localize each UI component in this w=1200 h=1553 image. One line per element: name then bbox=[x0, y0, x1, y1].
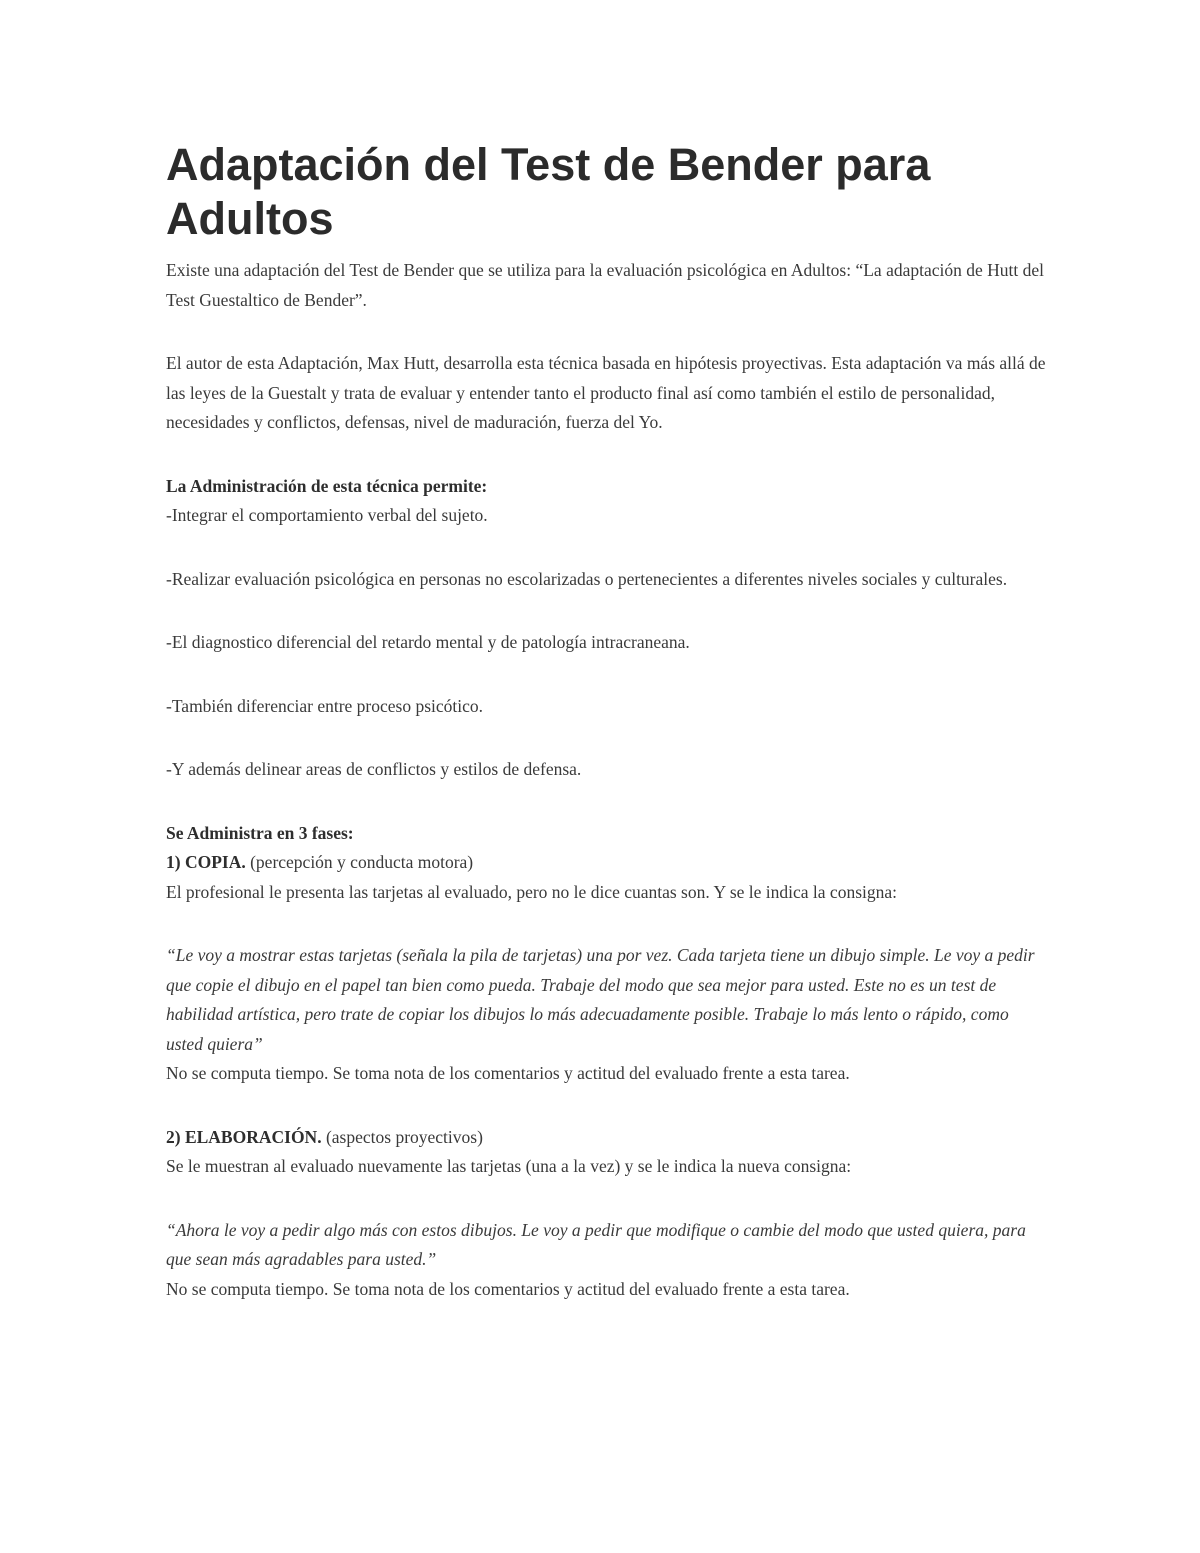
phase1-label: 1) COPIA. bbox=[166, 852, 246, 872]
list-item: -Y además delinear areas de conflictos y estilos de defensa. bbox=[166, 759, 582, 779]
phases-heading: Se Administra en 3 fases: bbox=[166, 822, 354, 843]
phase2-label: 2) ELABORACIÓN. bbox=[166, 1126, 322, 1147]
phase2-note: No se computa tiempo. Se toma nota de los comentarios y actitud del evaluado frente a esta tarea. bbox=[166, 1278, 850, 1299]
phase2-instruction: “Ahora le voy a pedir algo más con estos dibujos. Le voy a pedir que modifique o cambie del modo que usted quiera, para que sean más agradables para usted.” bbox=[166, 1219, 1026, 1269]
list-item: -Realizar evaluación psicológica en personas no escolarizadas o pertenecientes a diferentes niveles sociales y culturales. bbox=[166, 568, 1008, 589]
phase1-note: No se computa tiempo. Se toma nota de los comentarios y actitud del evaluado frente a esta tarea. bbox=[166, 1063, 850, 1083]
phase1-description: El profesional le presenta las tarjetas al evaluado, pero no le dice cuantas son. Y se le indica la consigna: bbox=[166, 881, 898, 902]
author-paragraph: El autor de esta Adaptación, Max Hutt, desarrolla esta técnica basada en hipótesis proyectivas. Esta adaptación va más allá de las leyes de la Guestalt y trata de evaluar y entender tanto el producto final así como también el estilo de personalidad, necesidades y conflictos, defensas, nivel de maduración, fuerza del Yo. bbox=[166, 353, 1046, 432]
list-item: -El diagnostico diferencial del retardo mental y de patología intracraneana. bbox=[166, 632, 690, 652]
phase1-instruction: “Le voy a mostrar estas tarjetas (señala la pila de tarjetas) una por vez. Cada tarjeta tiene un dibujo simple. Le voy a pedir que copie el dibujo en el papel tan bien como pueda. Trabaje del modo que sea mejor para usted. Este no es un test de habilidad artística, pero trate de copiar los dibujos lo más adecuadamente posible. Trabaje lo más lento o rápido, como usted quiera” bbox=[166, 945, 1035, 1054]
phase2-title bbox=[166, 1123, 1046, 1153]
phase2-subtitle: (aspectos proyectivos) bbox=[321, 1126, 483, 1147]
list-item: -Integrar el comportamiento verbal del sujeto. bbox=[166, 505, 488, 525]
intro-paragraph: Existe una adaptación del Test de Bender que se utiliza para la evaluación psicológica en Adultos: “La adaptación de Hutt del Test Guestaltico de Bender”. bbox=[166, 260, 1044, 310]
list-item: -También diferenciar entre proceso psicótico. bbox=[166, 695, 484, 716]
phase1-subtitle: (percepción y conducta motora) bbox=[245, 852, 474, 872]
phase1-title bbox=[166, 848, 1046, 878]
administration-heading: La Administración de esta técnica permite: bbox=[166, 475, 488, 496]
document-title: Adaptación del Test de Bender para Adultos bbox=[166, 139, 931, 244]
document-page bbox=[166, 138, 1046, 1304]
phase2-description: Se le muestran al evaluado nuevamente las tarjetas (una a la vez) y se le indica la nueva consigna: bbox=[166, 1156, 852, 1176]
